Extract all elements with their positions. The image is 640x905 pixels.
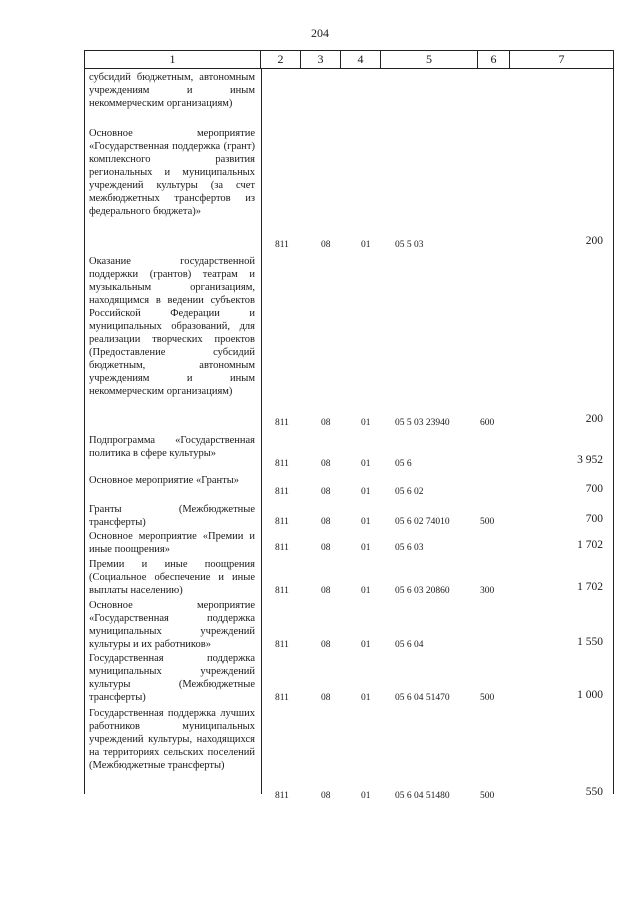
row-description: Подпрограмма «Государственная политика в сфере культуры»	[89, 435, 255, 459]
row-razdel: 08	[321, 640, 331, 650]
row-sum: 550	[585, 786, 603, 798]
row-code: 811	[275, 459, 289, 469]
row-code: 811	[275, 517, 289, 527]
row-sum: 1 702	[577, 581, 603, 593]
row-code: 811	[275, 240, 289, 250]
row-podrazdel: 01	[361, 459, 371, 469]
row-description: Премии и иные поощрения (Социальное обеспечение и иные выплаты населению)	[89, 559, 255, 596]
row-csr: 05 6	[395, 459, 412, 469]
row-sum: 1 550	[577, 636, 603, 648]
row-code: 811	[275, 487, 289, 497]
row-code: 811	[275, 543, 289, 553]
row-code: 811	[275, 791, 289, 801]
row-description: Оказание государственной поддержки (грантов) театрам и музыкальным организациям, находящимся в ведении субъектов Российской Федерации и муниципальных образований, для реализации творческих проектов (Предоставление субсидий бюджетным, автономным учреждениям и иным некоммерческим организациям)	[89, 256, 255, 397]
header-col-3: 3	[301, 51, 341, 68]
row-csr: 05 6 03 20860	[395, 586, 450, 596]
row-vr: 300	[480, 586, 495, 596]
row-podrazdel: 01	[361, 517, 371, 527]
row-razdel: 08	[321, 791, 331, 801]
row-vr: 500	[480, 693, 495, 703]
row-podrazdel: 01	[361, 487, 371, 497]
row-razdel: 08	[321, 693, 331, 703]
row-razdel: 08	[321, 418, 331, 428]
row-csr: 05 6 04 51480	[395, 791, 450, 801]
row-csr: 05 5 03	[395, 240, 424, 250]
header-col-7: 7	[558, 52, 565, 66]
row-code: 811	[275, 586, 289, 596]
row-code: 811	[275, 418, 289, 428]
row-description: Основное мероприятие «Государственная поддержка (грант) комплексного развития региональных и муниципальных учреждений культуры (за счет межбюджетных трансфертов из федерального бюджета)»	[89, 128, 255, 217]
row-podrazdel: 01	[361, 586, 371, 596]
row-vr: 500	[480, 791, 495, 801]
row-sum: 1 000	[577, 689, 603, 701]
row-description: Основное мероприятие «Гранты»	[89, 475, 240, 486]
row-csr: 05 6 04	[395, 640, 424, 650]
row-csr: 05 6 04 51470	[395, 693, 450, 703]
row-razdel: 08	[321, 240, 331, 250]
row-podrazdel: 01	[361, 543, 371, 553]
row-razdel: 08	[321, 517, 331, 527]
row-code: 811	[275, 693, 289, 703]
row-razdel: 08	[321, 543, 331, 553]
table-body	[85, 69, 613, 801]
row-sum: 200	[585, 235, 603, 247]
page-number: 204	[311, 26, 329, 40]
row-sum: 3 952	[577, 454, 603, 466]
row-sum: 700	[585, 483, 603, 495]
row-description: Гранты (Межбюджетные трансферты)	[89, 504, 255, 528]
row-csr: 05 5 03 23940	[395, 418, 450, 428]
column-divider	[261, 69, 262, 794]
row-podrazdel: 01	[361, 791, 371, 801]
header-col-1: 1	[85, 51, 261, 68]
row-csr: 05 6 03	[395, 543, 424, 553]
header-col-2: 2	[261, 51, 301, 68]
row-description: субсидий бюджетным, автономным учреждениям и иным некоммерческим организациям)	[89, 72, 255, 109]
row-razdel: 08	[321, 487, 331, 497]
header-col-4: 4	[341, 51, 381, 68]
row-csr: 05 6 02	[395, 487, 424, 497]
row-code: 811	[275, 640, 289, 650]
row-description: Основное мероприятие «Премии и иные поощрения»	[89, 531, 255, 555]
row-vr: 600	[480, 418, 495, 428]
row-description: Государственная поддержка лучших работников муниципальных учреждений культуры, находящихся на территориях сельских поселений (Межбюджетные трансферты)	[89, 708, 255, 771]
row-sum: 700	[585, 513, 603, 525]
row-description: Государственная поддержка муниципальных учреждений культуры (Межбюджетные трансферты)	[89, 653, 255, 703]
header-col-5: 5	[381, 51, 478, 68]
table-header	[85, 50, 613, 69]
row-podrazdel: 01	[361, 418, 371, 428]
row-podrazdel: 01	[361, 240, 371, 250]
row-podrazdel: 01	[361, 693, 371, 703]
row-vr: 500	[480, 517, 495, 527]
row-podrazdel: 01	[361, 640, 371, 650]
budget-table	[84, 50, 614, 801]
row-sum: 200	[585, 413, 603, 425]
header-col-6: 6	[478, 51, 510, 68]
row-razdel: 08	[321, 459, 331, 469]
row-description: Основное мероприятие «Государственная поддержка муниципальных учреждений культуры и их работников»	[89, 600, 255, 650]
row-csr: 05 6 02 74010	[395, 517, 450, 527]
row-razdel: 08	[321, 586, 331, 596]
row-sum: 1 702	[577, 539, 603, 551]
